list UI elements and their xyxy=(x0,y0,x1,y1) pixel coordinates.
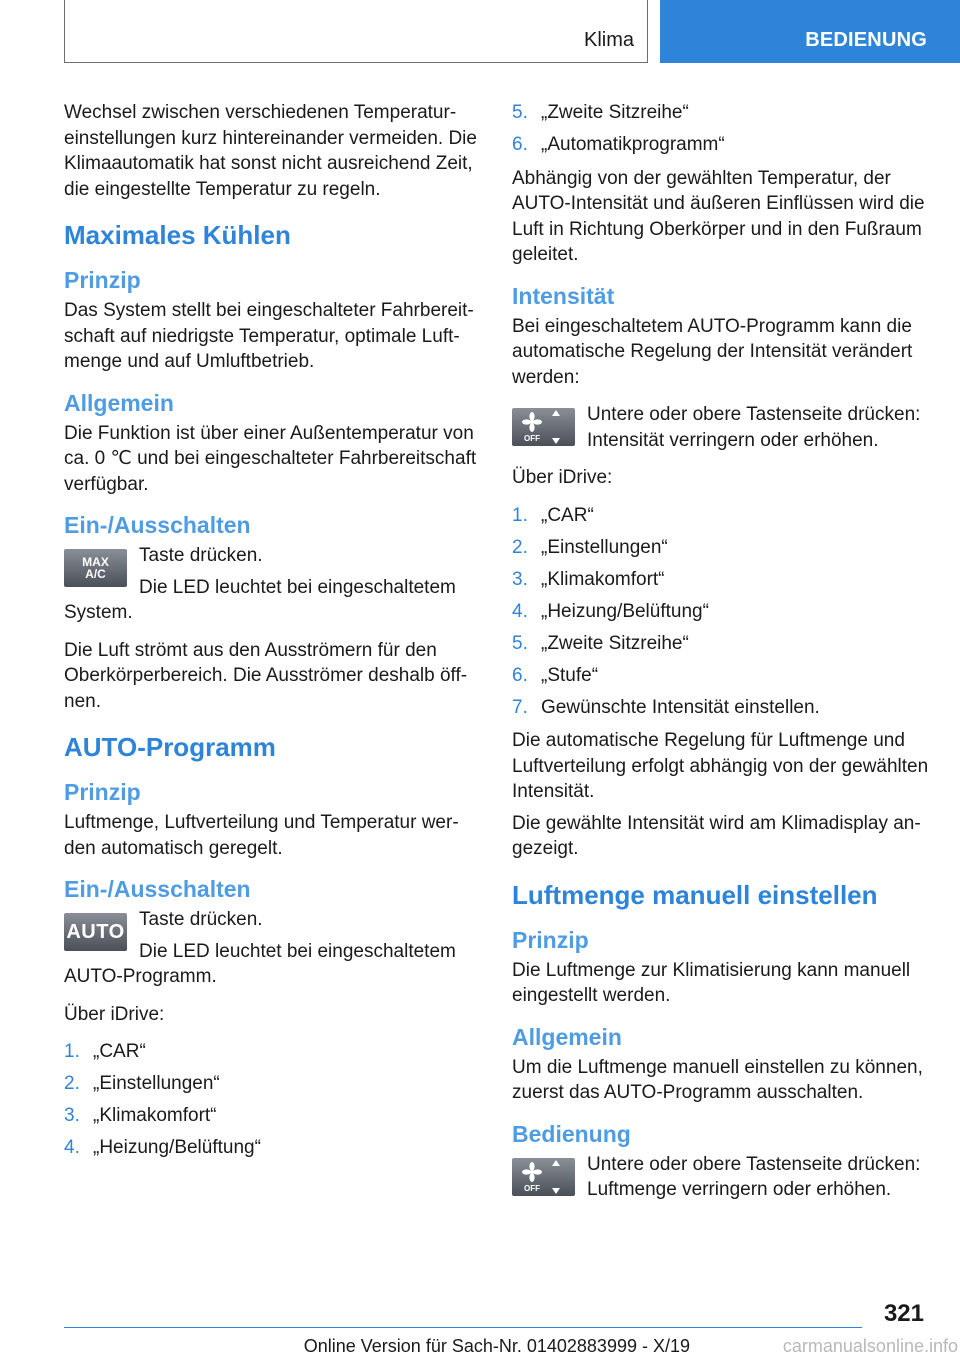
step-number: 1. xyxy=(64,1041,80,1062)
auto-key-icon xyxy=(64,913,127,951)
header-section-title: Klima xyxy=(583,29,634,51)
manual-air-general-text: Um die Luftmenge manuell einstellen zu können, zuerst das AUTO-Programm ausschalten. xyxy=(512,1056,923,1103)
intensity-idrive-label: Über iDrive: xyxy=(512,467,613,488)
manual-air-principle-text: Die Luftmenge zur Klimatisierung kann manuell eingestellt werden. xyxy=(512,959,911,1006)
auto-led-text: Die LED leuchtet bei eingeschaltetem AUTO-Programm. xyxy=(64,940,456,987)
max-cooling-air-text: Die Luft strömt aus den Ausströmern für den Oberkörperbereich. Die Ausströmer deshalb öffnen. xyxy=(64,639,468,712)
max-ac-key-label-bottom: A/C xyxy=(85,567,106,581)
list-item xyxy=(512,503,932,529)
max-cooling-heading: Maximales Kühlen xyxy=(64,220,291,250)
step-text: „Zweite Sitzreihe“ xyxy=(541,102,689,123)
step-text: „Einstellungen“ xyxy=(541,536,668,558)
step-number: 1. xyxy=(512,504,528,526)
auto-regulation-text: Die automatische Regelung für Luftmenge und Luftverteilung erfolgt abhängig von der gewählten Intensität. xyxy=(512,730,929,802)
step-number: 5. xyxy=(512,632,528,654)
max-cooling-principle-text: Das System stellt bei eingeschalteter Fahrbereitschaft auf niedrigste Temperatur, optimale Luftmenge und auf Umluftbetrieb. xyxy=(64,300,474,372)
footer-watermark: carmanualsonline.info xyxy=(782,1336,958,1356)
header-section-box xyxy=(64,0,648,63)
intensity-instruction-text: Untere oder obere Tastenseite drücken: Intensität verringern oder erhöhen. xyxy=(587,404,921,451)
list-item xyxy=(512,132,932,158)
step-text: „Stufe“ xyxy=(541,664,599,686)
max-ac-press-key: Taste drücken. xyxy=(139,545,263,566)
footer-online-version: Online Version für Sach-Nr. 01402883999 - X/19 xyxy=(303,1336,690,1356)
manual-air-principle-heading: Prinzip xyxy=(512,926,589,953)
step-number: 2. xyxy=(64,1073,80,1094)
fan-icon xyxy=(518,410,568,444)
fan-key-off-label: OFF xyxy=(524,1183,540,1193)
intensity-text: Bei eingeschaltetem AUTO-Programm kann die automatische Regelung der Intensität verändert werden: xyxy=(512,315,913,388)
intensity-idrive-steps xyxy=(512,503,932,721)
left-column xyxy=(64,100,482,1169)
manual-air-heading: Luftmenge manuell einstellen xyxy=(512,879,878,910)
list-item xyxy=(512,535,932,561)
list-item xyxy=(64,1039,482,1065)
step-number: 4. xyxy=(512,600,528,622)
manual-air-operation-heading: Bedienung xyxy=(512,1120,631,1147)
list-item xyxy=(512,663,932,689)
auto-program-onoff-heading: Ein-/Ausschalten xyxy=(64,876,251,902)
manual-air-instruction xyxy=(512,1152,932,1203)
auto-idrive-steps xyxy=(64,1039,482,1161)
intro-text: Wechsel zwischen verschiedenen Temperatureinstellungen kurz hintereinander vermeiden. Die Klimaautomatik hat sonst nicht ausreichend Zeit, die eingestellte Temperatur zu regeln. xyxy=(64,102,477,200)
fan-icon xyxy=(518,1160,568,1194)
max-cooling-principle-heading: Prinzip xyxy=(64,267,141,293)
max-ac-key-icon xyxy=(64,549,127,587)
max-cooling-general-text: Die Funktion ist über einer Außentemperatur von ca. 0 ℃ und bei eingeschalteter Fahrbereitschaft verfügbar. xyxy=(64,422,477,495)
auto-program-heading: AUTO-Programm xyxy=(64,732,276,762)
manual-air-general-heading: Allgemein xyxy=(512,1023,622,1050)
step-text: „Automatikprogramm“ xyxy=(541,134,725,155)
step-text: „Heizung/Belüftung“ xyxy=(93,1137,261,1158)
manual-air-instruction-text: Untere oder obere Tastenseite drücken: Luftmenge verringern oder erhöhen. xyxy=(587,1153,921,1200)
max-ac-key-label-top: MAX xyxy=(82,555,109,569)
fan-key-off-label: OFF xyxy=(524,434,540,443)
auto-idrive-steps-continued xyxy=(512,100,932,158)
step-text: „Heizung/Belüftung“ xyxy=(541,600,709,622)
step-number: 6. xyxy=(512,134,528,155)
max-cooling-general-heading: Allgemein xyxy=(64,389,174,416)
max-cooling-onoff-heading: Ein-/Ausschalten xyxy=(64,512,251,538)
page-number: 321 xyxy=(883,1300,924,1327)
step-number: 3. xyxy=(512,568,528,590)
air-direction-text: Abhängig von der gewählten Temperatur, der AUTO-Intensität und äußeren Einflüssen wird die Luft in Richtung Oberkörper und in den Fußraum geleitet. xyxy=(512,167,925,265)
auto-instruction xyxy=(64,907,482,990)
step-text: „CAR“ xyxy=(541,504,594,526)
list-item xyxy=(64,1103,482,1129)
step-number: 3. xyxy=(64,1105,80,1126)
list-item xyxy=(512,695,932,721)
intensity-instruction xyxy=(512,402,932,453)
step-number: 7. xyxy=(512,696,528,718)
list-item xyxy=(512,567,932,593)
step-text: „Klimakomfort“ xyxy=(541,568,665,590)
auto-program-principle-text: Luftmenge, Luftverteilung und Temperatur werden automatisch geregelt. xyxy=(64,812,459,859)
step-number: 6. xyxy=(512,664,528,686)
auto-program-principle-heading: Prinzip xyxy=(64,779,141,805)
step-number: 4. xyxy=(64,1137,80,1158)
footer-divider xyxy=(64,1327,862,1328)
auto-press-key: Taste drücken. xyxy=(139,909,263,930)
step-text: „Zweite Sitzreihe“ xyxy=(541,632,689,654)
step-number: 5. xyxy=(512,102,528,123)
list-item xyxy=(512,599,932,625)
fan-rocker-key-icon xyxy=(512,1158,575,1196)
step-text: Gewünschte Intensität einstellen. xyxy=(541,696,820,718)
step-text: „Klimakomfort“ xyxy=(93,1105,217,1126)
step-text: „CAR“ xyxy=(93,1041,146,1062)
max-ac-led-text: Die LED leuchtet bei eingeschaltetem System. xyxy=(64,576,456,623)
auto-idrive-label: Über iDrive: xyxy=(64,1003,165,1025)
list-item xyxy=(512,100,932,126)
max-ac-instruction xyxy=(64,543,482,626)
fan-rocker-key-icon xyxy=(512,408,575,446)
climate-display-text: Die gewählte Intensität wird am Klimadisplay angezeigt. xyxy=(512,812,921,859)
list-item xyxy=(64,1135,482,1161)
list-item xyxy=(512,631,932,657)
header-chapter-title: BEDIENUNG xyxy=(805,29,927,51)
header-chapter-box xyxy=(660,0,960,63)
auto-key-label: AUTO xyxy=(66,920,125,943)
list-item xyxy=(64,1071,482,1097)
step-text: „Einstellungen“ xyxy=(93,1073,220,1094)
right-column xyxy=(512,100,932,1215)
step-number: 2. xyxy=(512,536,528,558)
intensity-heading: Intensität xyxy=(512,282,615,309)
